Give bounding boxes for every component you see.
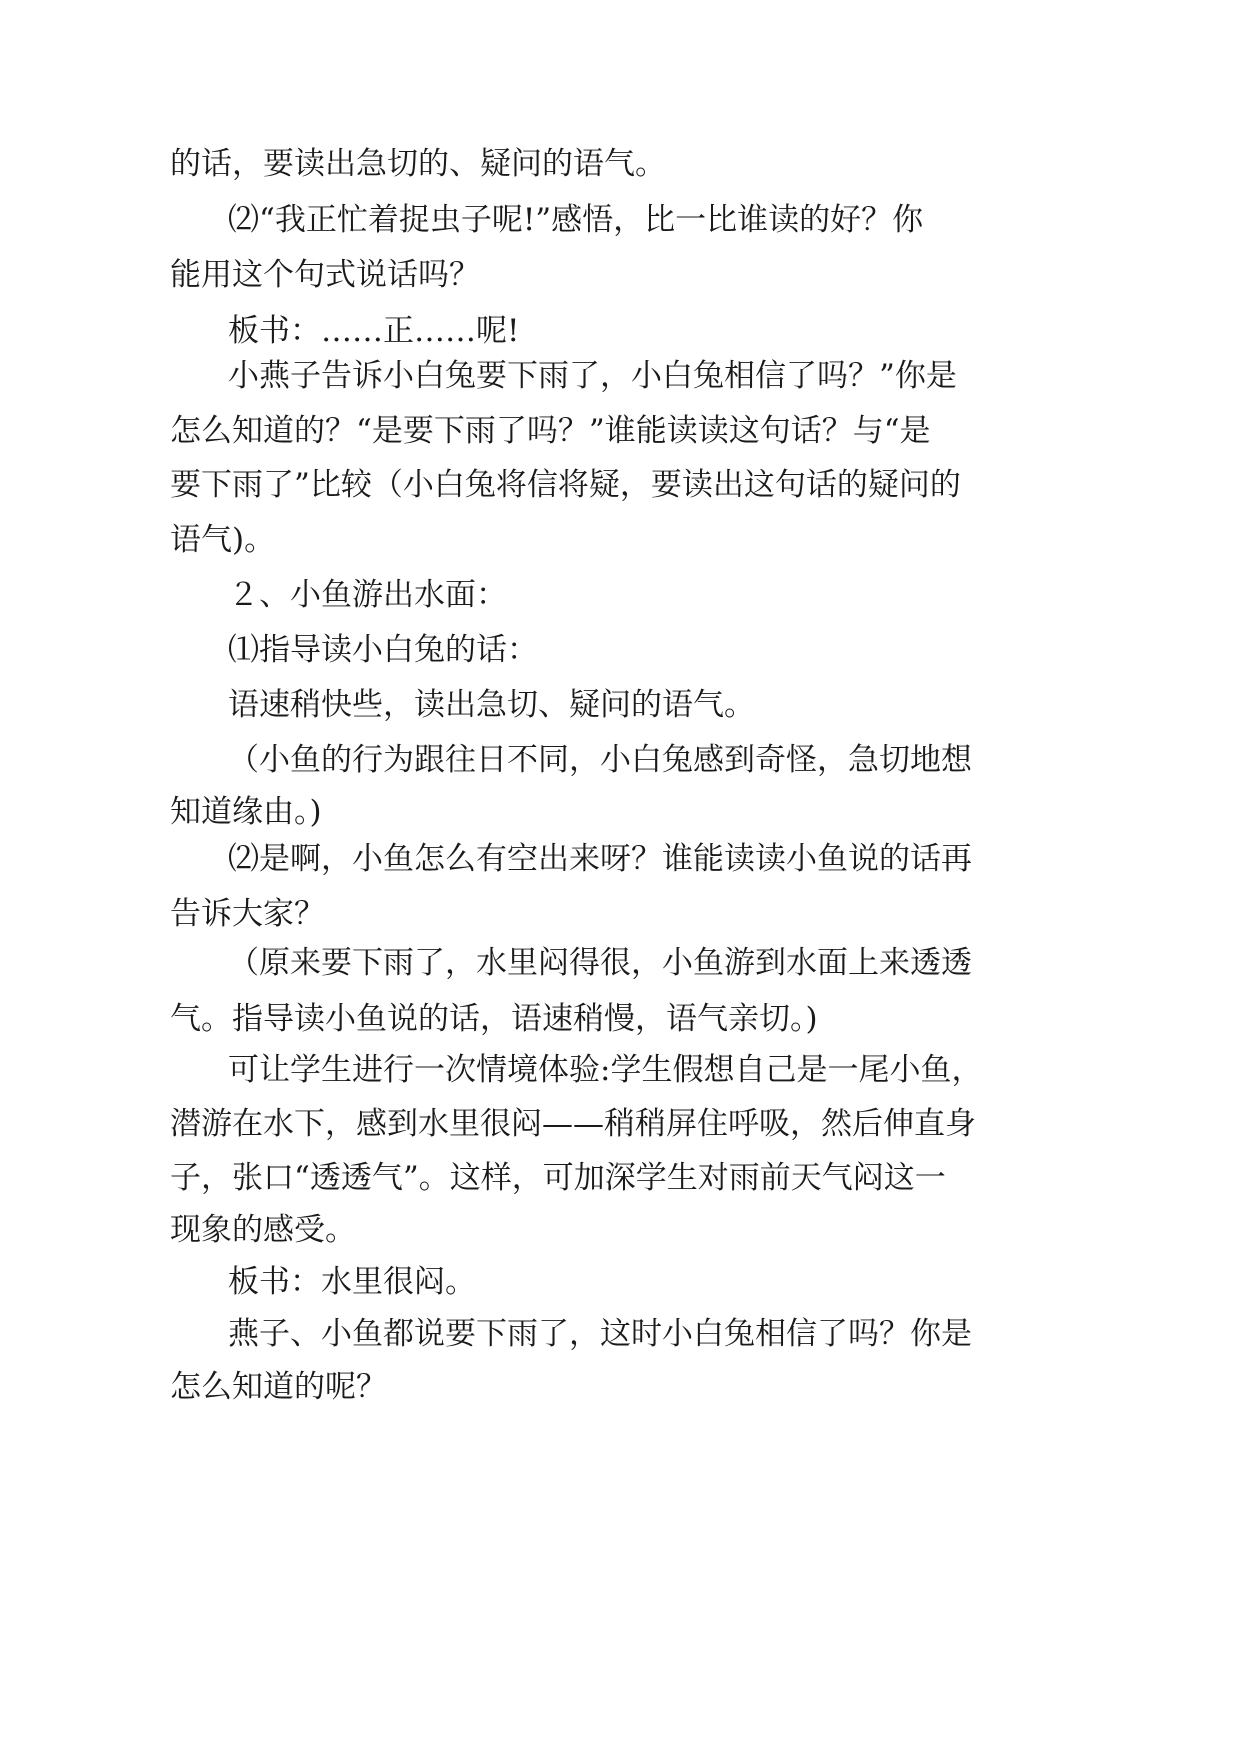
- text-line: 气。指导读小鱼说的话，语速稍慢，语气亲切。): [170, 1001, 818, 1037]
- text-line: 怎么知道的呢？: [170, 1369, 387, 1405]
- text-line: 知道缘由。): [170, 794, 322, 830]
- text-line: 怎么知道的？“是要下雨了吗？”谁能读读这句话？与“是: [170, 413, 931, 449]
- text-line: （小鱼的行为跟往日不同，小白兔感到奇怪，急切地想: [228, 742, 972, 778]
- text-line: ⑴指导读小白兔的话：: [228, 632, 538, 668]
- text-line: 语速稍快些，读出急切、疑问的语气。: [228, 687, 755, 723]
- text-line: 告诉大家？: [170, 896, 325, 932]
- text-line: ⑵是啊，小鱼怎么有空出来呀？谁能读读小鱼说的话再: [228, 841, 972, 877]
- text-line: 可让学生进行一次情境体验:学生假想自己是一尾小鱼，: [228, 1052, 983, 1088]
- text-line: 语气)。: [170, 522, 276, 558]
- text-line: ２、小鱼游出水面：: [228, 577, 507, 613]
- text-line: 子，张口“透透气”。这样，可加深学生对雨前天气闷这一: [170, 1160, 946, 1196]
- text-line: 要下雨了”比较（小白兔将信将疑，要读出这句话的疑问的: [170, 467, 961, 503]
- text-line: 的话，要读出急切的、疑问的语气。: [170, 146, 666, 182]
- text-line: 燕子、小鱼都说要下雨了，这时小白兔相信了吗？你是: [228, 1316, 972, 1352]
- text-line: ⑵“我正忙着捉虫子呢!”感悟，比一比谁读的好？你: [228, 202, 924, 238]
- text-line: （原来要下雨了，水里闷得很，小鱼游到水面上来透透: [228, 945, 972, 981]
- text-line: 潜游在水下，感到水里很闷——稍稍屏住呼吸，然后伸直身: [170, 1106, 976, 1142]
- text-line: 小燕子告诉小白兔要下雨了，小白兔相信了吗？”你是: [228, 358, 957, 394]
- text-line: 板书：水里很闷。: [228, 1264, 476, 1300]
- text-line: 现象的感受。: [170, 1212, 356, 1248]
- text-line: 板书：……正……呢!: [228, 313, 520, 349]
- text-line: 能用这个句式说话吗？: [170, 257, 480, 293]
